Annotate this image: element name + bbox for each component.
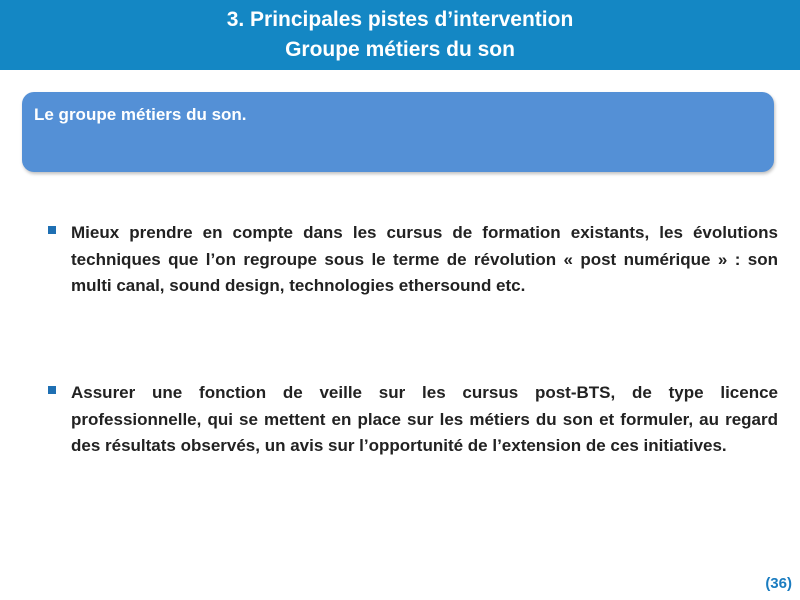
subtitle-text: Le groupe métiers du son.: [34, 105, 247, 124]
bullet-item: [48, 380, 778, 460]
slide-title-line1: 3. Principales pistes d’intervention: [226, 8, 574, 31]
subtitle-box: [22, 92, 774, 172]
bullet-text: Assurer une fonction de veille sur les cursus post-BTS, de type licence professionnelle, qui se mettent en place sur les métiers du son et formuler, au regard des résultats observés, un avis sur l’opportunité de l’extension de ces initiatives.: [71, 383, 778, 455]
square-bullet-icon: [48, 226, 56, 234]
bullet-item: [48, 220, 778, 300]
slide-header: [0, 0, 800, 70]
bullet-text: Mieux prendre en compte dans les cursus de formation existants, les évolutions techniques que l’on regroupe sous le terme de révolution « post numérique » : son multi canal, sound design, technologies ethersound etc.: [71, 223, 778, 295]
slide-title-line2: Groupe métiers du son: [285, 38, 515, 61]
page-number: (36): [765, 575, 792, 592]
square-bullet-icon: [48, 386, 56, 394]
